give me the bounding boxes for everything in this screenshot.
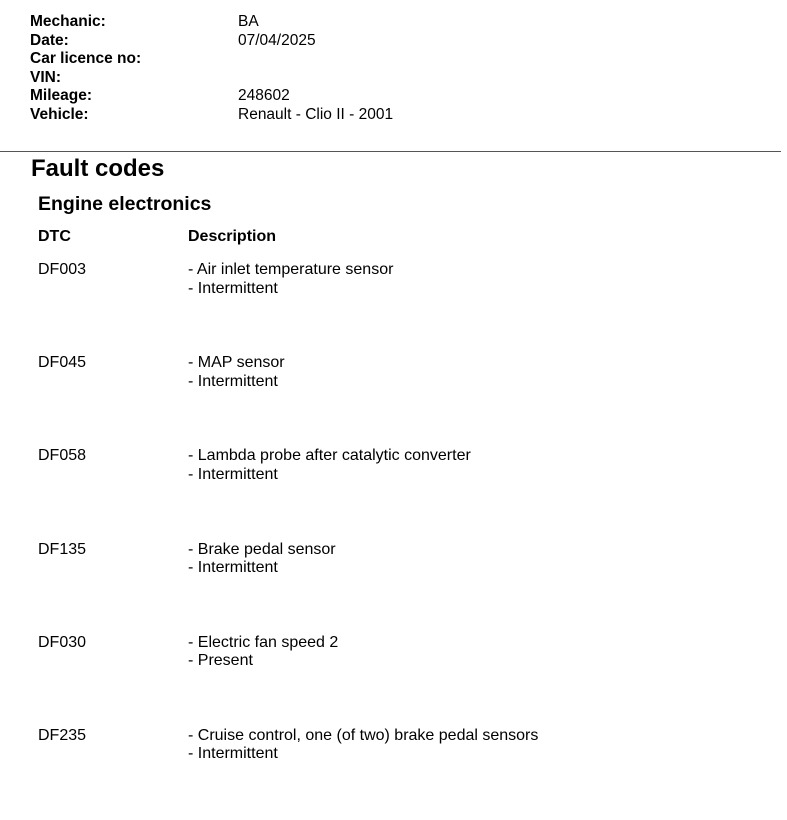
fault-description — [188, 447, 471, 484]
fault-code: DF003 — [38, 261, 87, 278]
fault-description-text: - Cruise control, one (of two) brake pedal sensors — [188, 726, 539, 744]
fault-code: DF135 — [38, 540, 87, 558]
fault-description — [188, 261, 393, 298]
section-title: Fault codes — [31, 155, 165, 182]
mechanic-label: Mechanic: — [30, 13, 106, 30]
fault-status: - Intermittent — [188, 745, 278, 763]
fault-row — [0, 447, 787, 540]
licence-label: Car licence no: — [30, 50, 142, 67]
date-label: Date: — [30, 31, 69, 49]
description-column-header: Description — [188, 228, 277, 245]
fault-row — [0, 354, 787, 447]
fault-status: - Present — [188, 652, 253, 670]
mechanic-value: BA — [238, 13, 259, 30]
fault-description — [188, 541, 336, 578]
fault-status: - Intermittent — [188, 372, 278, 390]
fault-description — [188, 354, 285, 391]
fault-code: DF058 — [38, 447, 87, 465]
vehicle-row — [30, 106, 393, 125]
report-header — [30, 13, 393, 124]
subsection-title: Engine electronics — [38, 193, 212, 215]
fault-code: DF045 — [38, 354, 87, 372]
vehicle-label: Vehicle: — [30, 105, 89, 123]
fault-description-text: - Electric fan speed 2 — [188, 633, 339, 651]
fault-row — [0, 634, 787, 727]
mechanic-row — [30, 13, 393, 32]
licence-row — [30, 50, 393, 69]
fault-row — [0, 261, 787, 354]
fault-description-text: - Brake pedal sensor — [188, 540, 336, 558]
fault-description — [188, 634, 338, 671]
fault-list — [0, 261, 787, 820]
fault-status: - Intermittent — [188, 559, 278, 577]
mileage-row — [30, 87, 393, 106]
mileage-value: 248602 — [238, 87, 290, 104]
fault-code: DF235 — [38, 726, 87, 744]
fault-description-text: - Lambda probe after catalytic converter — [188, 447, 471, 465]
fault-row — [0, 727, 787, 820]
fault-status: - Intermittent — [188, 465, 278, 483]
fault-description-text: - MAP sensor — [188, 354, 285, 372]
date-value: 07/04/2025 — [238, 31, 316, 49]
mileage-label: Mileage: — [30, 87, 93, 104]
fault-code: DF030 — [38, 633, 87, 651]
section-divider — [0, 151, 781, 152]
date-row — [30, 32, 393, 51]
fault-row — [0, 541, 787, 634]
vin-label: VIN: — [30, 68, 61, 86]
fault-description-text: - Air inlet temperature sensor — [188, 261, 394, 278]
fault-description — [188, 727, 538, 764]
fault-status: - Intermittent — [188, 279, 278, 297]
dtc-column-header: DTC — [38, 228, 71, 245]
vin-row — [30, 69, 393, 88]
vehicle-value: Renault - Clio II - 2001 — [238, 105, 394, 123]
